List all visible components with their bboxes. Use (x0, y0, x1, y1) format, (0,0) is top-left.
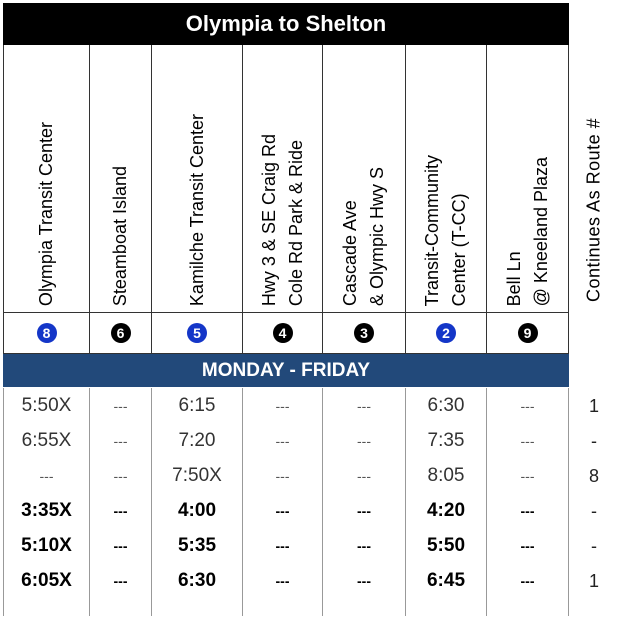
time-cell: --- (243, 423, 323, 458)
time-cell: --- (487, 563, 569, 598)
timepoint-badge: 3 (354, 323, 374, 343)
time-cell: 6:05X (4, 563, 90, 598)
time-cell: 5:50X (4, 388, 90, 423)
schedule-table (3, 3, 569, 616)
time-cell: 4:20 (406, 493, 487, 528)
time-cell: 7:20 (152, 423, 243, 458)
timepoint-badge: 6 (111, 323, 131, 343)
time-cell: --- (90, 493, 152, 528)
time-cell: 6:45 (406, 563, 487, 598)
stop-name: Kamilche Transit Center (186, 113, 207, 306)
continues-values (572, 389, 616, 599)
schedule-body-end (3, 598, 569, 616)
stop-name: Steamboat Island (110, 165, 130, 306)
continues-route-value: - (591, 431, 597, 451)
time-cell: --- (90, 528, 152, 563)
time-cell: --- (90, 388, 152, 423)
time-cell: 6:55X (4, 423, 90, 458)
table-row (4, 563, 569, 598)
table-row (4, 423, 569, 458)
time-cell: 7:35 (406, 423, 487, 458)
stop-name: Transit-Community Center (T-CC) (422, 154, 469, 306)
continues-as-route-header (572, 50, 616, 310)
stop-name: Hwy 3 & SE Craig Rd Cole Rd Park & Ride (258, 133, 306, 306)
time-cell: --- (243, 528, 323, 563)
timepoint-badge: 8 (37, 323, 57, 343)
table-row (4, 388, 569, 423)
time-cell: --- (323, 563, 406, 598)
table-title: Olympia to Shelton (3, 3, 569, 45)
time-cell: --- (323, 528, 406, 563)
continues-route-value: - (591, 501, 597, 521)
schedule-body (3, 388, 569, 598)
timepoint-badge: 2 (436, 323, 456, 343)
stop-header (406, 45, 487, 312)
time-cell: 5:10X (4, 528, 90, 563)
table-row (4, 458, 569, 493)
timepoint-badge: 5 (187, 323, 207, 343)
time-cell: --- (487, 458, 569, 493)
stop-header (323, 45, 406, 312)
stop-name: Bell Ln @ Kneeland Plaza (503, 156, 551, 306)
continues-route-value: 8 (588, 466, 599, 486)
time-cell: --- (243, 563, 323, 598)
table-row (4, 528, 569, 563)
stop-name: Cascade Ave & Olympic Hwy S (340, 166, 387, 306)
time-cell: --- (90, 423, 152, 458)
time-cell: 7:50X (152, 458, 243, 493)
continues-route-value: 1 (588, 571, 599, 591)
timepoint-badge: 4 (273, 323, 293, 343)
continues-route-value: 1 (588, 396, 599, 416)
stop-header (152, 45, 243, 312)
table-row (4, 493, 569, 528)
time-cell: --- (243, 458, 323, 493)
time-cell: --- (4, 458, 90, 493)
time-cell: 4:00 (152, 493, 243, 528)
day-band: MONDAY - FRIDAY (3, 354, 569, 388)
time-cell: --- (90, 458, 152, 493)
time-cell: 8:05 (406, 458, 487, 493)
stop-header (487, 45, 569, 312)
timepoint-badge: 9 (518, 323, 538, 343)
time-cell: 5:50 (406, 528, 487, 563)
stop-header (90, 45, 152, 312)
time-cell: --- (487, 388, 569, 423)
timepoint-number-row (3, 312, 569, 354)
time-cell: --- (243, 388, 323, 423)
stop-header (243, 45, 323, 312)
time-cell: --- (243, 493, 323, 528)
time-cell: --- (323, 493, 406, 528)
time-cell: 5:35 (152, 528, 243, 563)
stop-header-row (3, 45, 569, 312)
time-cell: 6:30 (406, 388, 487, 423)
time-cell: --- (487, 423, 569, 458)
time-cell: 3:35X (4, 493, 90, 528)
continues-label: Continues As Route # (583, 117, 604, 302)
time-cell: --- (323, 423, 406, 458)
time-cell: --- (323, 458, 406, 493)
time-cell: --- (487, 493, 569, 528)
time-cell: --- (90, 563, 152, 598)
time-cell: 6:30 (152, 563, 243, 598)
continues-route-value: - (591, 536, 597, 556)
time-cell: --- (487, 528, 569, 563)
stop-name: Olympia Transit Center (36, 121, 56, 306)
time-cell: 6:15 (152, 388, 243, 423)
stop-header (4, 45, 90, 312)
time-cell: --- (323, 388, 406, 423)
